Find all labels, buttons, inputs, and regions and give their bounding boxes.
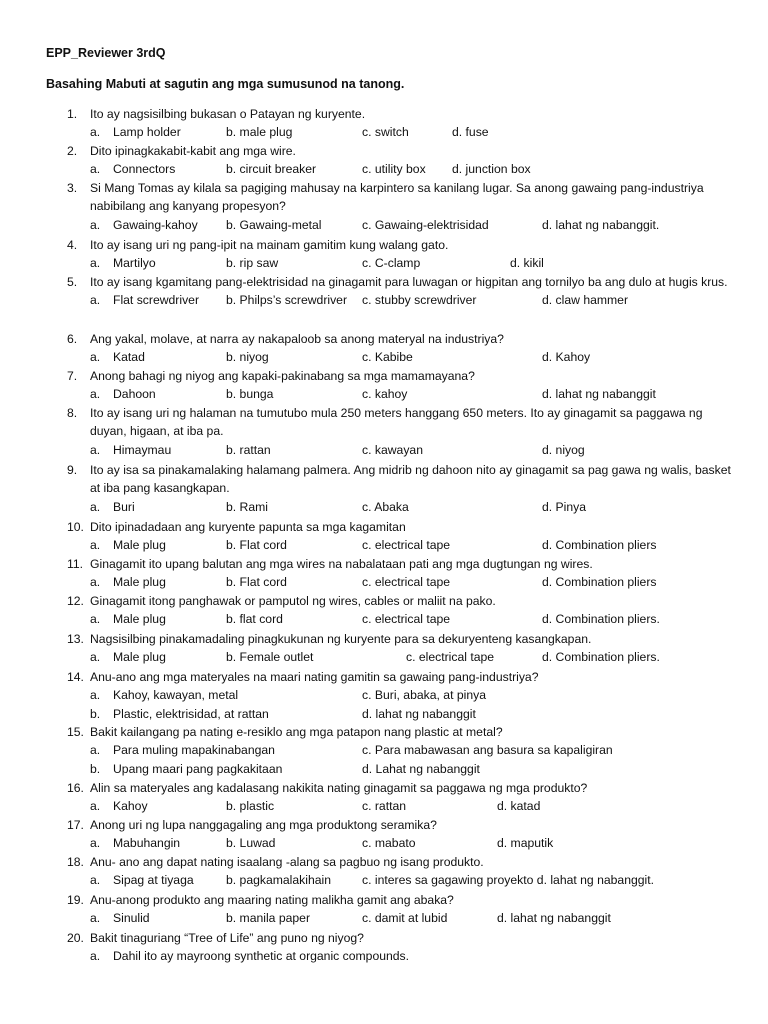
question-4 <box>67 236 737 254</box>
question-text: Ito ay isa sa pinakamalaking halamang palmera. Ang midrib ng dahoon nito ay ginagamit sa pag gawa ng walis, basket at iba pang kasangkapan. <box>90 463 731 496</box>
choice-letter: a. <box>90 836 101 851</box>
question-20 <box>67 929 737 947</box>
question-1 <box>67 105 737 123</box>
question-15 <box>67 723 737 741</box>
choice-12-1: b. flat cord <box>226 612 283 627</box>
choice-16-1: b. plastic <box>226 799 275 814</box>
question-number: 8. <box>67 406 78 420</box>
choice-letter: b. <box>90 706 101 721</box>
choice-letter: a. <box>90 911 101 926</box>
choice-text: Lamp holder <box>113 125 181 140</box>
question-number: 15. <box>67 725 84 739</box>
question-5 <box>67 273 737 291</box>
choice-letter: a. <box>90 873 101 888</box>
choice-text: Sinulid <box>113 911 150 926</box>
choice-13-1: b. Female outlet <box>226 650 314 665</box>
choice-9-2: c. Abaka <box>362 499 409 514</box>
question-text: Ito ay isang kgamitang pang-elektrisidad na ginagamit para luwagan or higpitan ang tornilyo ba ang dulo at hugis krus. <box>90 275 728 289</box>
question-number: 12. <box>67 594 84 608</box>
question-number: 14. <box>67 670 84 684</box>
choice-text: Upang maari pang pagkakitaan <box>113 761 283 776</box>
choice-8-2: c. kawayan <box>362 442 423 457</box>
choice-letter: a. <box>90 125 101 140</box>
question-text: Anu-anong produkto ang maaring nating malikha gamit ang abaka? <box>90 893 454 907</box>
choice-letter: a. <box>90 575 101 590</box>
question-number: 16. <box>67 781 84 795</box>
choice-14-3: d. lahat ng nabanggit <box>362 706 476 721</box>
choice-letter: a. <box>90 350 101 365</box>
choice-text: Kahoy <box>113 799 148 814</box>
choice-17-0 <box>90 834 181 852</box>
question-text: Si Mang Tomas ay kilala sa pagiging mahusay na karpintero sa kanilang lugar. Sa anong gawaing pang-industriya nabibilang ang kanyang propesyon? <box>90 181 704 214</box>
choice-letter: a. <box>90 256 101 271</box>
choice-7-1: b. bunga <box>226 387 274 402</box>
choice-text: Buri <box>113 499 135 514</box>
choice-letter: a. <box>90 743 101 758</box>
choice-10-1: b. Flat cord <box>226 538 287 553</box>
question-number: 6. <box>67 332 78 346</box>
choice-3-2: c. Gawaing-elektrisidad <box>362 217 489 232</box>
instructions: Basahing Mabuti at sagutin ang mga sumusunod na tanong. <box>46 77 405 91</box>
choice-letter: a. <box>90 499 101 514</box>
choice-11-0 <box>90 573 166 591</box>
question-12 <box>67 592 737 610</box>
choice-letter: a. <box>90 293 101 308</box>
choice-19-3: d. lahat ng nabanggit <box>497 911 611 926</box>
question-number: 5. <box>67 275 78 289</box>
choice-13-3: d. Combination pliers. <box>542 650 660 665</box>
choice-text: Kahoy, kawayan, metal <box>113 688 239 703</box>
choice-text: Plastic, elektrisidad, at rattan <box>113 706 269 721</box>
choice-10-3: d. Combination pliers <box>542 538 657 553</box>
question-10 <box>67 518 737 536</box>
choice-7-3: d. lahat ng nabanggit <box>542 387 656 402</box>
choice-16-2: c. rattan <box>362 799 407 814</box>
question-14 <box>67 668 737 686</box>
question-3 <box>67 179 737 216</box>
question-17 <box>67 816 737 834</box>
choice-text: Martilyo <box>113 256 156 271</box>
choice-letter: a. <box>90 612 101 627</box>
choice-17-3: d. maputik <box>497 836 554 851</box>
choice-12-0 <box>90 610 166 628</box>
choice-text: Male plug <box>113 575 166 590</box>
choice-14-0 <box>90 686 239 704</box>
question-text: Dito ipinadadaan ang kuryente papunta sa mga kagamitan <box>90 520 406 534</box>
question-number: 20. <box>67 931 84 945</box>
choice-18-0 <box>90 871 194 889</box>
question-text: Ginagamit ito upang balutan ang mga wires na nabalataan pati ang mga dugtungan ng wires. <box>90 557 593 571</box>
choice-9-0 <box>90 498 135 516</box>
question-number: 13. <box>67 632 84 646</box>
choice-13-0 <box>90 648 166 666</box>
choice-letter: a. <box>90 162 101 177</box>
question-9 <box>67 461 737 498</box>
choice-14-1: c. Buri, abaka, at pinya <box>362 688 486 703</box>
choice-8-0 <box>90 441 172 459</box>
question-19 <box>67 891 737 909</box>
question-number: 4. <box>67 238 78 252</box>
choice-7-0 <box>90 385 156 403</box>
question-number: 17. <box>67 818 84 832</box>
choice-17-2: c. mabato <box>362 836 416 851</box>
choice-18-2: c. interes sa gagawing proyekto d. lahat ng nabanggit. <box>362 873 655 888</box>
question-text: Ginagamit itong panghawak or pamputol ng wires, cables or maliit na pako. <box>90 594 496 608</box>
choice-8-1: b. rattan <box>226 442 271 457</box>
choice-14-2 <box>90 705 269 723</box>
choice-text: Flat screwdriver <box>113 293 200 308</box>
document-title: EPP_Reviewer 3rdQ <box>46 46 166 60</box>
question-6 <box>67 330 737 348</box>
question-2 <box>67 142 737 160</box>
choice-6-2: c. Kabibe <box>362 350 413 365</box>
question-number: 2. <box>67 144 78 158</box>
choice-text: Male plug <box>113 538 166 553</box>
choice-11-1: b. Flat cord <box>226 575 287 590</box>
question-number: 7. <box>67 369 78 383</box>
choice-text: Male plug <box>113 612 166 627</box>
choice-3-0 <box>90 216 198 234</box>
question-11 <box>67 555 737 573</box>
question-number: 19. <box>67 893 84 907</box>
question-7 <box>67 367 737 385</box>
question-13 <box>67 630 737 648</box>
question-number: 3. <box>67 181 78 195</box>
choice-19-0 <box>90 909 150 927</box>
question-text: Bakit tinaguriang “Tree of Life” ang puno ng niyog? <box>90 931 364 945</box>
question-number: 11. <box>67 557 84 571</box>
choice-4-1: b. rip saw <box>226 256 279 271</box>
choice-5-0 <box>90 291 200 309</box>
choice-2-3: d. junction box <box>452 162 531 177</box>
question-text: Ito ay isang uri ng pang-ipit na mainam gamitim kung walang gato. <box>90 238 449 252</box>
question-18 <box>67 853 737 871</box>
choice-4-2: c. C-clamp <box>362 256 421 271</box>
question-16 <box>67 779 737 797</box>
choice-1-2: c. switch <box>362 125 409 140</box>
choice-letter: a. <box>90 442 101 457</box>
choice-18-1: b. pagkamalakihain <box>226 873 332 888</box>
choice-4-0 <box>90 254 156 272</box>
choice-9-3: d. Pinya <box>542 499 587 514</box>
question-text: Anu-ano ang mga materyales na maari nating gamitin sa gawaing pang-industriya? <box>90 670 539 684</box>
choice-15-0 <box>90 741 275 759</box>
choice-text: Connectors <box>113 162 176 177</box>
choice-15-2 <box>90 760 283 778</box>
choice-10-2: c. electrical tape <box>362 538 451 553</box>
choice-text: Dahoon <box>113 387 156 402</box>
question-text: Ito ay nagsisilbing bukasan o Patayan ng kuryente. <box>90 107 366 121</box>
choice-15-3: d. Lahat ng nabanggit <box>362 761 480 776</box>
choice-letter: a. <box>90 688 101 703</box>
choice-13-2: c. electrical tape <box>406 650 495 665</box>
choice-19-1: b. manila paper <box>226 911 311 926</box>
choice-16-3: d. katad <box>497 799 541 814</box>
choice-letter: b. <box>90 761 101 776</box>
choice-16-0 <box>90 797 148 815</box>
choice-7-2: c. kahoy <box>362 387 408 402</box>
choice-letter: a. <box>90 217 101 232</box>
choice-6-1: b. niyog <box>226 350 269 365</box>
choice-20-0 <box>90 947 410 965</box>
question-number: 9. <box>67 463 78 477</box>
choice-text: Dahil ito ay mayroong synthetic at organic compounds. <box>113 949 410 964</box>
choice-19-2: c. damit at lubid <box>362 911 448 926</box>
choice-2-1: b. circuit breaker <box>226 162 317 177</box>
choice-2-0 <box>90 160 176 178</box>
choice-9-1: b. Rami <box>226 499 268 514</box>
choice-5-3: d. claw hammer <box>542 293 629 308</box>
choice-11-2: c. electrical tape <box>362 575 451 590</box>
choice-text: Himaymau <box>113 442 172 457</box>
question-text: Anu- ano ang dapat nating isaalang -alang sa pagbuo ng isang produkto. <box>90 855 484 869</box>
question-text: Ito ay isang uri ng halaman na tumutubo mula 250 meters hanggang 650 meters. Ito ay ginagamit sa paggawa ng duyan, higaan, at iba pa. <box>90 406 703 439</box>
choice-text: Mabuhangin <box>113 836 181 851</box>
question-number: 1. <box>67 107 78 121</box>
question-text: Nagsisilbing pinakamadaling pinagkukunan ng kuryente para sa dekuryenteng kasangkapan. <box>90 632 592 646</box>
choice-10-0 <box>90 536 166 554</box>
choice-2-2: c. utility box <box>362 162 426 177</box>
choice-letter: a. <box>90 650 101 665</box>
choice-5-2: c. stubby screwdriver <box>362 293 477 308</box>
choice-text: Para muling mapakinabangan <box>113 743 275 758</box>
choice-1-1: b. male plug <box>226 125 293 140</box>
choice-letter: a. <box>90 799 101 814</box>
choice-15-1: c. Para mabawasan ang basura sa kapaligiran <box>362 743 613 758</box>
choice-text: Katad <box>113 350 145 365</box>
choice-1-0 <box>90 123 181 141</box>
choice-1-3: d. fuse <box>452 125 489 140</box>
choice-3-3: d. lahat ng nabanggit. <box>542 217 660 232</box>
choice-12-2: c. electrical tape <box>362 612 451 627</box>
question-number: 18. <box>67 855 84 869</box>
question-text: Alin sa materyales ang kadalasang nakikita nating ginagamit sa paggawa ng mga produkto? <box>90 781 588 795</box>
question-text: Dito ipinagkakabit-kabit ang mga wire. <box>90 144 296 158</box>
choice-6-0 <box>90 348 145 366</box>
question-text: Anong bahagi ng niyog ang kapaki-pakinabang sa mga mamamayana? <box>90 369 475 383</box>
choice-letter: a. <box>90 949 101 964</box>
choice-letter: a. <box>90 538 101 553</box>
choice-17-1: b. Luwad <box>226 836 276 851</box>
choice-12-3: d. Combination pliers. <box>542 612 660 627</box>
choice-text: Gawaing-kahoy <box>113 217 198 232</box>
question-8 <box>67 404 737 441</box>
choice-4-3: d. kikil <box>510 256 544 271</box>
question-text: Bakit kailangang pa nating e-resiklo ang mga patapon nang plastic at metal? <box>90 725 503 739</box>
choice-3-1: b. Gawaing-metal <box>226 217 322 232</box>
choice-8-3: d. niyog <box>542 442 585 457</box>
choice-6-3: d. Kahoy <box>542 350 591 365</box>
choice-text: Male plug <box>113 650 166 665</box>
question-text: Anong uri ng lupa nanggagaling ang mga produktong seramika? <box>90 818 437 832</box>
choice-5-1: b. Philps’s screwdriver <box>226 293 348 308</box>
choice-letter: a. <box>90 387 101 402</box>
question-number: 10. <box>67 520 84 534</box>
choice-11-3: d. Combination pliers <box>542 575 657 590</box>
choice-text: Sipag at tiyaga <box>113 873 194 888</box>
question-text: Ang yakal, molave, at narra ay nakapaloob sa anong materyal na industriya? <box>90 332 504 346</box>
